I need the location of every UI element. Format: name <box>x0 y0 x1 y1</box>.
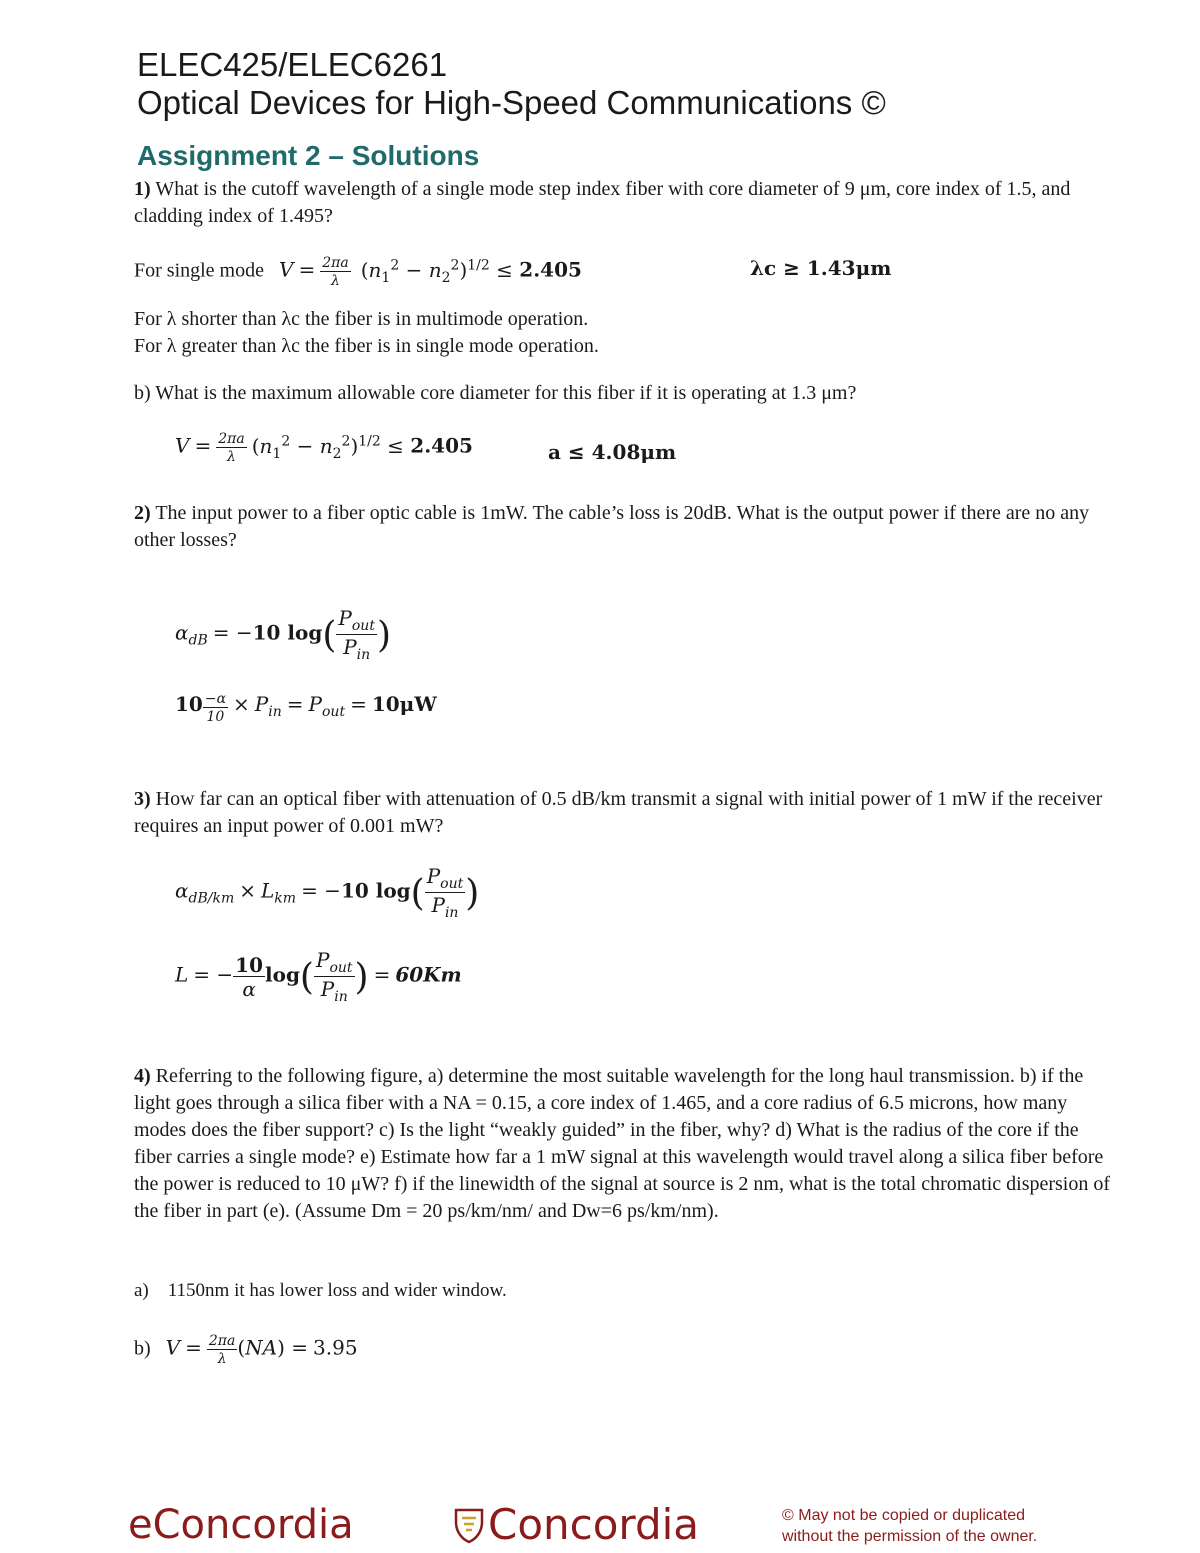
question-number: 1) <box>134 178 151 200</box>
question-4 <box>134 1063 1114 1225</box>
equation-attenuation-length: $\alpha_{dB/km} \times L_{km} = -10$ log( $\frac{P_{out}}{P_{in}}$ ) <box>175 864 480 921</box>
question-text: How far can an optical fiber with attenuation of 0.5 dB/km transmit a signal with initial power of 1 mW if the receiver requires an input power of 0.001 mW? <box>134 788 1103 837</box>
concordia-shield-icon <box>454 1508 484 1549</box>
v-number-result: 3.95 <box>313 1335 358 1360</box>
question-3 <box>134 786 1114 840</box>
answer-text: 1150nm it has lower loss and wider window. <box>167 1280 507 1301</box>
cutoff-result: λc ≥ 1.43μm <box>750 256 892 280</box>
course-title: Optical Devices for High-Speed Communications © <box>137 84 886 121</box>
fraction: $\frac{2\pi a}{\lambda}$ <box>322 255 349 289</box>
question-text: What is the cutoff wavelength of a single mode step index fiber with core diameter of 9 μm, core index of 1.5, and cladding index of 1.495? <box>134 178 1071 227</box>
answer-label: a) <box>134 1280 149 1301</box>
question-number: 2) <box>134 502 151 524</box>
econcordia-logo: eConcordia <box>128 1502 354 1548</box>
course-code: ELEC425/ELEC6261 <box>137 46 448 83</box>
copyright-notice: © May not be copied or duplicated without the permission of the owner. <box>782 1507 1038 1545</box>
singlemode-statement: For λ greater than λc the fiber is in single mode operation. <box>134 335 599 357</box>
question-text: Referring to the following figure, a) determine the most suitable wavelength for the long haul transmission. b) if the light goes through a silica fiber with a NA = 0.15, a core index of 1.465, and a core radius of 6.5 microns, how many modes does the fiber support? c) Is the light “weakly guided” in the fiber, why? d) What is the radius of the core if the fiber carries a single mode? e) Estimate how far a 1 mW signal at this wavelength would travel along a silica fiber before the power is reduced to 10 μW? f) if the linewidth of the signal at source is 2 nm, what is the total chromatic dispersion of the fiber in part (e). (Assume Dm = 20 ps/km/nm/ and Dw=6 ps/km/nm). <box>134 1065 1111 1222</box>
multimode-statement: For λ shorter than λc the fiber is in multimode operation. <box>134 308 589 330</box>
output-power-result: 10μW <box>371 692 437 716</box>
question-text: The input power to a fiber optic cable is 1mW. The cable’s loss is 20dB. What is the output power if there are no any other losses? <box>134 502 1090 551</box>
equation-attenuation: $\alpha_{dB} = -10$ log( $\frac{P_{out}}{P_{in}}$ ) <box>175 606 391 663</box>
answer-label: b) <box>134 1337 151 1360</box>
answer-b: b) V = $\frac{2\pi a}{\lambda}$ (NA) = 3.95 <box>134 1333 358 1367</box>
equation-v-number: V = $\frac{2\pi a}{\lambda}$ $(n_1^2 - n_2^2)^{1/2} \le 2.405$ <box>175 431 473 465</box>
question-2 <box>134 500 1114 554</box>
question-1 <box>134 176 1114 230</box>
concordia-logo: Concordia <box>488 1500 700 1549</box>
question-1-part-b: b) What is the maximum allowable core diameter for this fiber if it is operating at 1.3 μm? <box>134 382 857 404</box>
equation-output-power: 10 $\frac{-\alpha}{10}$ × $P_{in} = P_{out} = 10\mu W$ <box>175 691 437 725</box>
question-number: 4) <box>134 1065 151 1087</box>
answer-a <box>134 1280 507 1302</box>
single-mode-label: For single mode <box>134 259 264 282</box>
distance-result: 60Km <box>395 962 462 987</box>
equation-distance: L = − $\frac{10}{\alpha}$ log( $\frac{P_{out}}{P_{in}}$ ) = 60Km <box>175 948 462 1005</box>
question-number: 3) <box>134 788 151 810</box>
assignment-title: Assignment 2 – Solutions <box>137 140 480 171</box>
core-result: a ≤ 4.08μm <box>548 440 677 464</box>
equation-single-mode: For single mode V = $\frac{2\pi a}{\lambda}$ $(n_1^2 - n_2^2)^{1/2} \le 2.405$ <box>134 255 582 289</box>
